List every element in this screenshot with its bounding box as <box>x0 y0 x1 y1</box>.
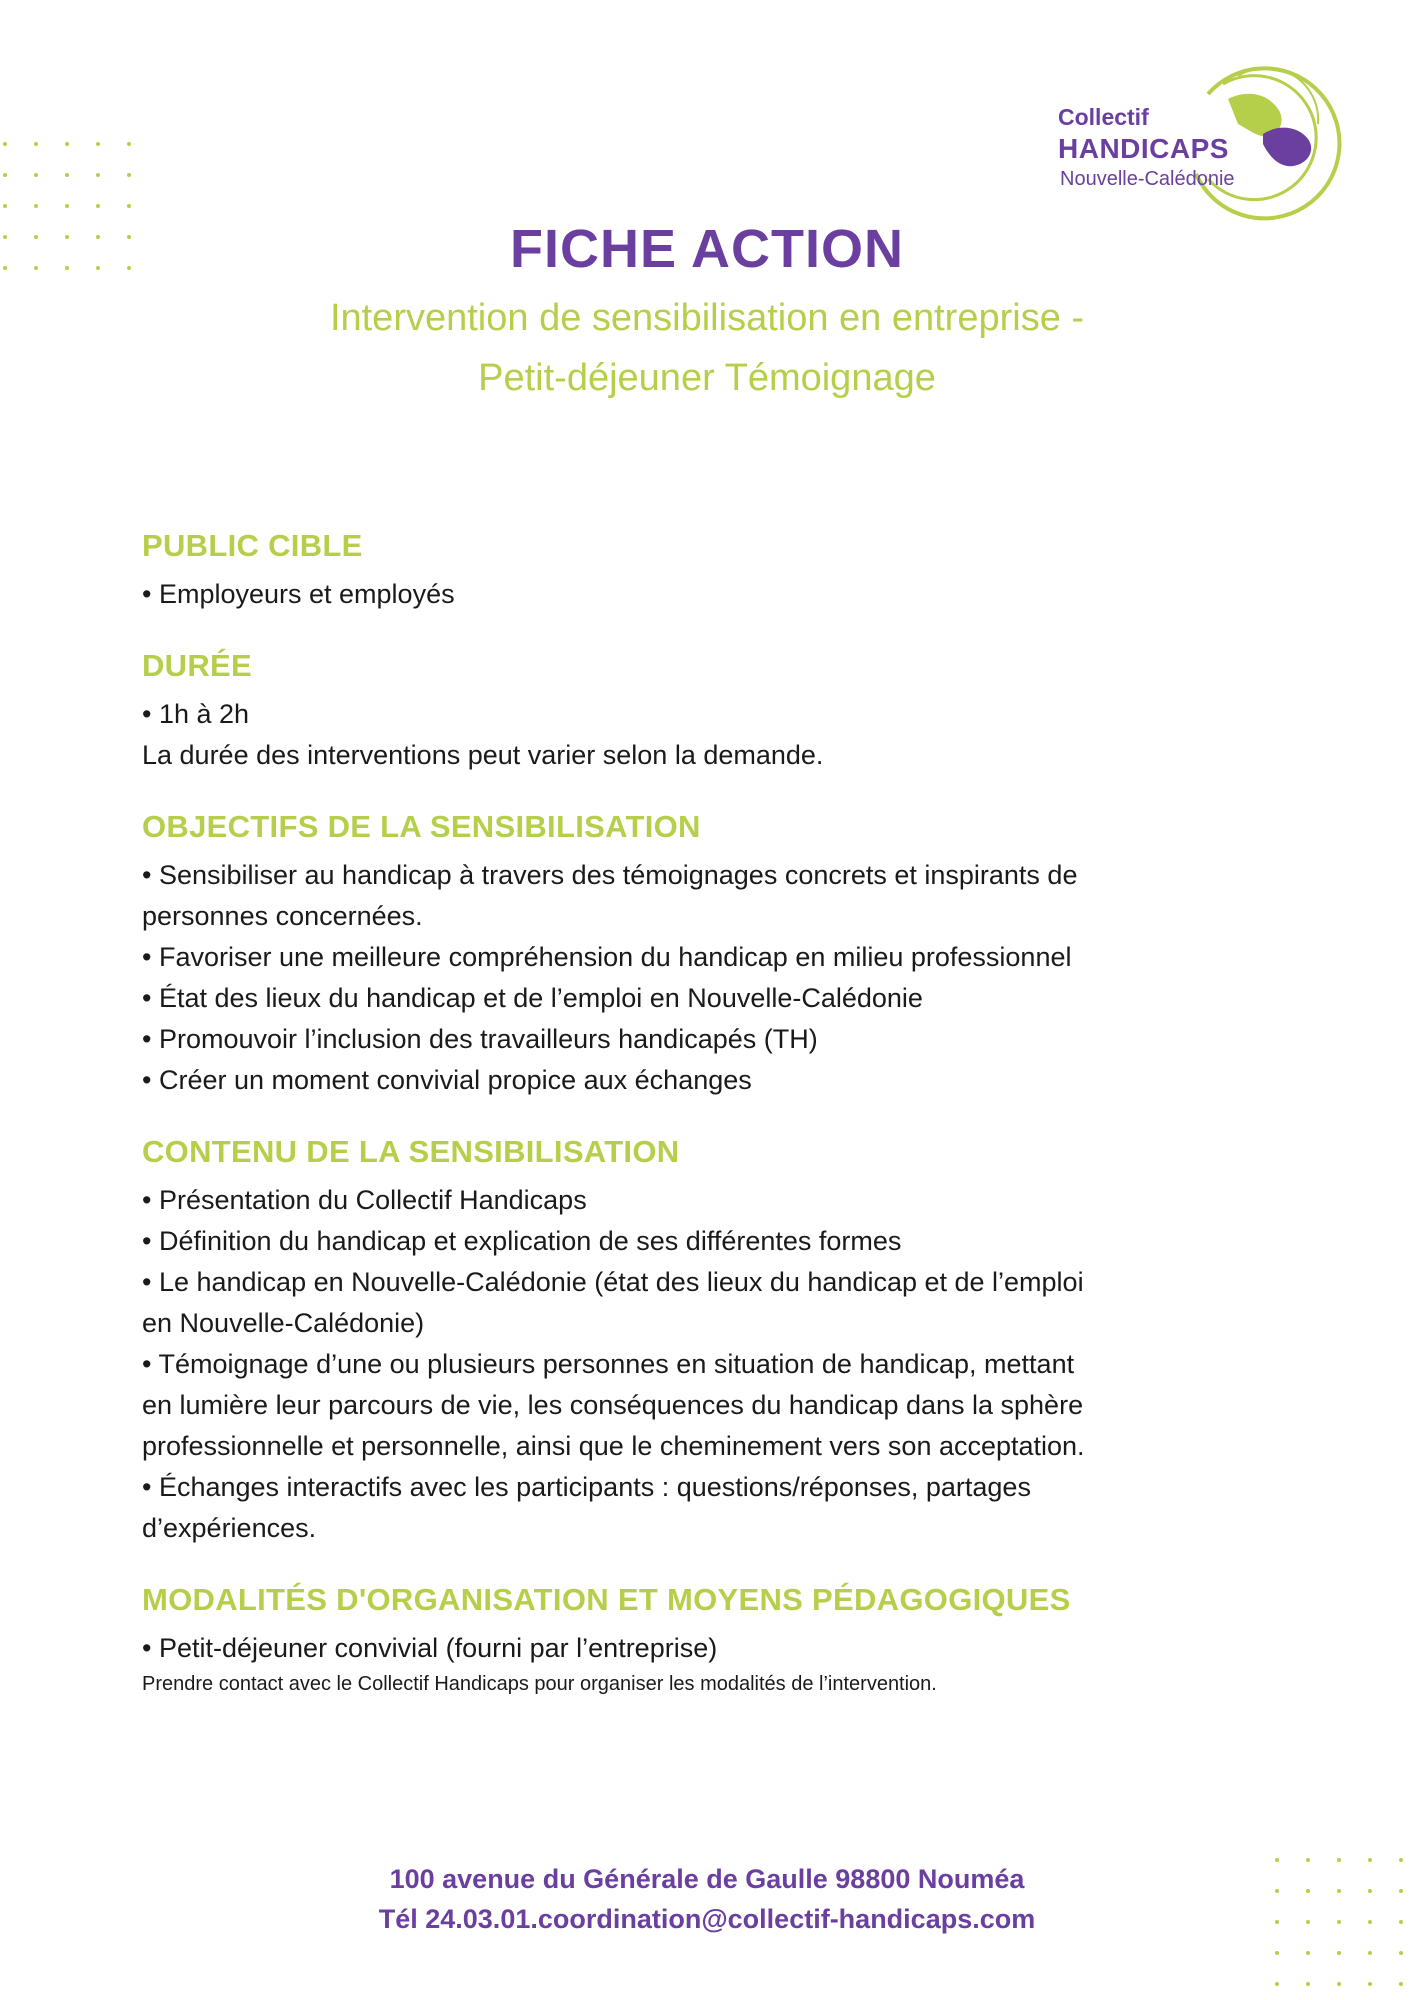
decorative-dot <box>1275 1858 1279 1862</box>
decorative-dot <box>3 204 7 208</box>
section-text-line: • Échanges interactifs avec les participants : questions/réponses, partages <box>142 1472 1031 1502</box>
section-text-line: professionnelle et personnelle, ainsi que le cheminement vers son acceptation. <box>142 1431 1085 1461</box>
section-heading: PUBLIC CIBLE <box>142 528 363 563</box>
decorative-dot <box>1399 1951 1403 1955</box>
decorative-dot <box>127 173 131 177</box>
section <box>142 648 1282 776</box>
page-title: FICHE ACTION <box>510 219 904 279</box>
section-text-line: • Créer un moment convivial propice aux échanges <box>142 1065 752 1095</box>
section-text-line: • État des lieux du handicap et de l’emploi en Nouvelle-Calédonie <box>142 983 923 1013</box>
section-text-line: • Sensibiliser au handicap à travers des témoignages concrets et inspirants de <box>142 860 1078 890</box>
decorative-dot <box>1337 1858 1341 1862</box>
section-text-line: • Petit-déjeuner convivial (fourni par l’entreprise) <box>142 1633 718 1663</box>
logo-text-handicaps: HANDICAPS <box>1058 133 1229 164</box>
decorative-dot <box>1337 1982 1341 1986</box>
section-text-line: • Promouvoir l’inclusion des travailleurs handicapés (TH) <box>142 1024 818 1054</box>
decorative-dot <box>1399 1982 1403 1986</box>
decorative-dot <box>1306 1982 1310 1986</box>
decorative-dot <box>1368 1982 1372 1986</box>
section-text-line: • Témoignage d’une ou plusieurs personnes en situation de handicap, mettant <box>142 1349 1075 1379</box>
section-heading: DURÉE <box>142 648 253 683</box>
section-heading: CONTENU DE LA SENSIBILISATION <box>142 1134 680 1169</box>
decorative-dot <box>96 173 100 177</box>
section-note: Prendre contact avec le Collectif Handicaps pour organiser les modalités de l’intervention. <box>142 1673 937 1695</box>
section <box>142 528 1282 615</box>
decorative-dot <box>1368 1951 1372 1955</box>
decorative-dot <box>96 142 100 146</box>
section <box>142 1582 1282 1699</box>
decorative-dot <box>1337 1951 1341 1955</box>
section-heading: OBJECTIFS DE LA SENSIBILISATION <box>142 809 701 844</box>
decorative-dot <box>1399 1858 1403 1862</box>
footer-address: 100 avenue du Générale de Gaulle 98800 Nouméa <box>389 1864 1025 1894</box>
section-text-line: personnes concernées. <box>142 901 423 931</box>
decorative-dot <box>3 173 7 177</box>
logo-text-region: Nouvelle-Calédonie <box>1060 168 1235 190</box>
section <box>142 1134 1282 1549</box>
section-text-line: d’expériences. <box>142 1513 317 1543</box>
decorative-dot <box>127 142 131 146</box>
sections-container <box>142 528 1282 1732</box>
section-text-line: • Employeurs et employés <box>142 579 455 609</box>
section-text-line: • 1h à 2h <box>142 699 250 729</box>
section <box>142 809 1282 1101</box>
decorative-dot <box>3 142 7 146</box>
subtitle-line-1: Intervention de sensibilisation en entreprise - <box>329 297 1085 339</box>
decorative-dot <box>34 142 38 146</box>
decorative-dot <box>127 204 131 208</box>
section-text-line: en lumière leur parcours de vie, les conséquences du handicap dans la sphère <box>142 1390 1084 1420</box>
subtitle-line-2: Petit-déjeuner Témoignage <box>478 357 936 399</box>
decorative-dot <box>65 142 69 146</box>
decorative-dot <box>1275 1951 1279 1955</box>
collectif-handicaps-logo <box>1050 54 1350 229</box>
section-text-line: en Nouvelle-Calédonie) <box>142 1308 425 1338</box>
decorative-dot <box>34 173 38 177</box>
decorative-dot <box>1306 1858 1310 1862</box>
footer-contact: Tél 24.03.01.coordination@collectif-handicaps.com <box>378 1904 1036 1934</box>
decorative-dot <box>1275 1982 1279 1986</box>
decorative-dot <box>1368 1858 1372 1862</box>
decorative-dot <box>1306 1951 1310 1955</box>
decorative-dot <box>34 204 38 208</box>
section-text-line: • Présentation du Collectif Handicaps <box>142 1185 587 1215</box>
decorative-dot <box>96 204 100 208</box>
decorative-dot <box>65 204 69 208</box>
logo-text-collectif: Collectif <box>1058 104 1149 130</box>
section-text-line: • Le handicap en Nouvelle-Calédonie (état des lieux du handicap et de l’emploi <box>142 1267 1084 1297</box>
section-text-line: • Favoriser une meilleure compréhension du handicap en milieu professionnel <box>142 942 1072 972</box>
section-text-line: • Définition du handicap et explication de ses différentes formes <box>142 1226 902 1256</box>
decorative-dot <box>65 173 69 177</box>
section-heading: MODALITÉS D'ORGANISATION ET MOYENS PÉDAGOGIQUES <box>142 1582 1071 1617</box>
section-text-line: La durée des interventions peut varier selon la demande. <box>142 740 824 770</box>
